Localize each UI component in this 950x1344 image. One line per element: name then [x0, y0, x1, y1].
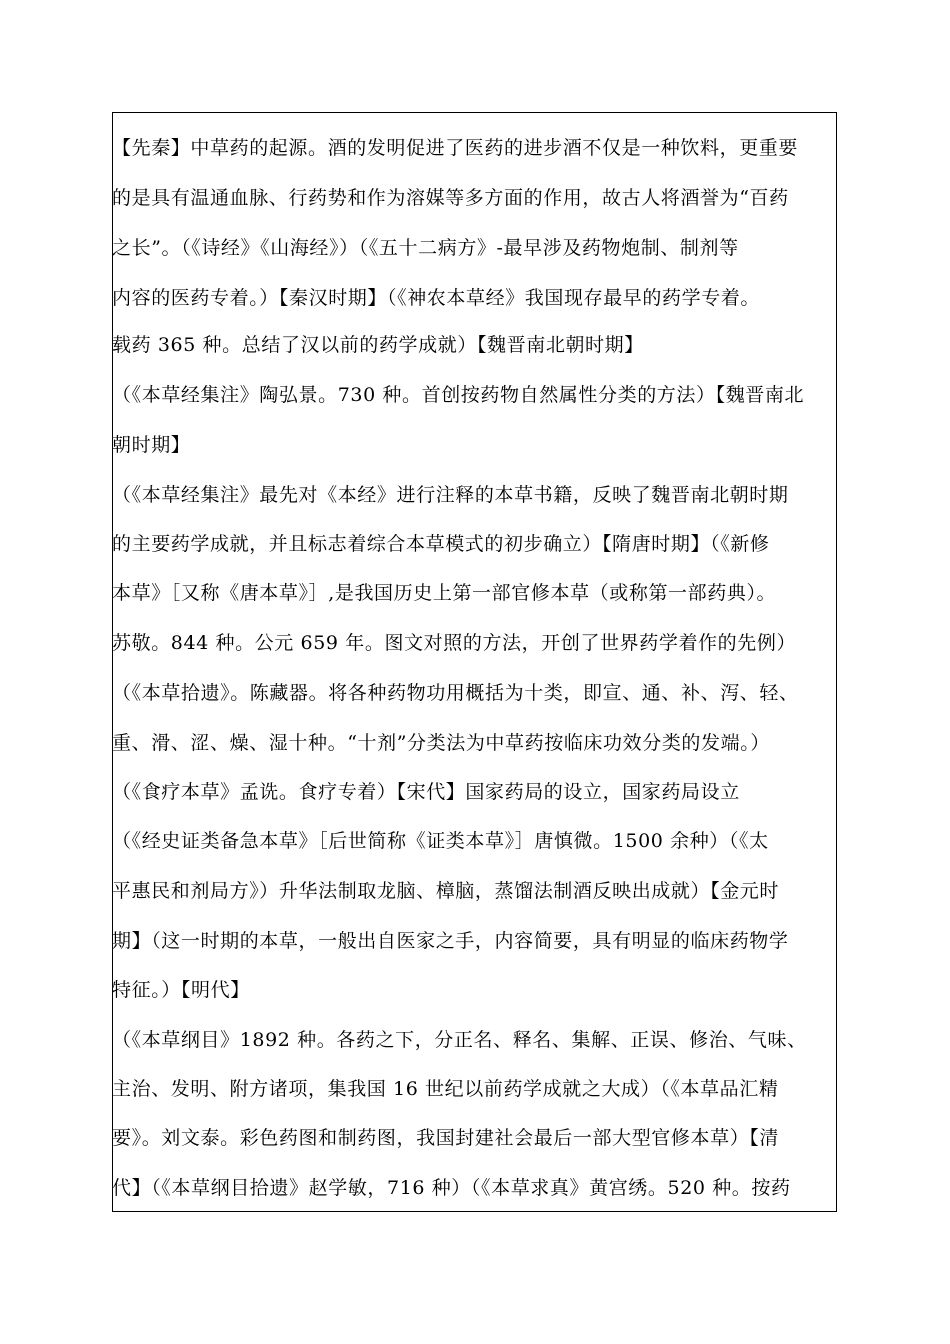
text-line: （《经史证类备急本草》［后世简称《证类本草》］唐慎微。1500 余种）（《太 — [112, 830, 769, 852]
text-line: 的主要药学成就，并且标志着综合本草模式的初步确立）【隋唐时期】（《新修 — [112, 533, 770, 555]
text-line: 主治、发明、附方诸项，集我国 16 世纪以前药学成就之大成）（《本草品汇精 — [112, 1078, 779, 1100]
text-line: 朝时期】 — [112, 434, 191, 456]
text-line: （《本草纲目》1892 种。各药之下，分正名、释名、集解、正误、修治、气味、 — [112, 1029, 807, 1051]
text-line: 载药 365 种。总结了汉以前的药学成就）【魏晋南北朝时期】 — [112, 334, 644, 356]
text-line: 期】（这一时期的本草，一般出自医家之手，内容简要，具有明显的临床药物学 — [112, 930, 789, 952]
text-line: 苏敬。844 种。公元 659 年。图文对照的方法，开创了世界药学着作的先例） — [112, 632, 797, 654]
text-line: 本草》［又称《唐本草》］,是我国历史上第一部官修本草（或称第一部药典）。 — [112, 582, 777, 604]
text-line: （《本草拾遗》。陈藏器。将各种药物功用概括为十类，即宣、通、补、泻、轻、 — [112, 682, 799, 704]
text-line: 代】（《本草纲目拾遗》赵学敏，716 种）（《本草求真》黄宫绣。520 种。按药 — [112, 1177, 791, 1199]
text-line: 重、滑、涩、燥、湿十种。“十剂”分类法为中草药按临床功效分类的发端。） — [112, 732, 770, 754]
text-line: （《食疗本草》孟诜。食疗专着）【宋代】国家药局的设立，国家药局设立 — [112, 781, 740, 803]
text-line: （《本草经集注》陶弘景。730 种。首创按药物自然属性分类的方法）【魏晋南北 — [112, 384, 805, 406]
text-line: 的是具有温通血脉、行药势和作为溶媒等多方面的作用，故古人将酒誉为“百药 — [112, 187, 789, 209]
text-line: 之长”。（《诗经》《山海经》）（《五十二病方》-最早涉及药物炮制、制剂等 — [112, 237, 739, 259]
text-line: 内容的医药专着。）【秦汉时期】（《神农本草经》我国现存最早的药学专着。 — [112, 287, 761, 309]
text-line: （《本草经集注》最先对《本经》进行注释的本草书籍，反映了魏晋南北朝时期 — [112, 484, 789, 506]
text-line: 特征。）【明代】 — [112, 979, 250, 1001]
text-line: 【先秦】中草药的起源。酒的发明促进了医药的进步酒不仅是一种饮料，更重要 — [112, 137, 799, 159]
text-line: 平惠民和剂局方》）升华法制取龙脑、樟脑，蒸馏法制酒反映出成就）【金元时 — [112, 880, 780, 902]
text-line: 要》。刘文泰。彩色药图和制药图，我国封建社会最后一部大型官修本草）【清 — [112, 1127, 780, 1149]
